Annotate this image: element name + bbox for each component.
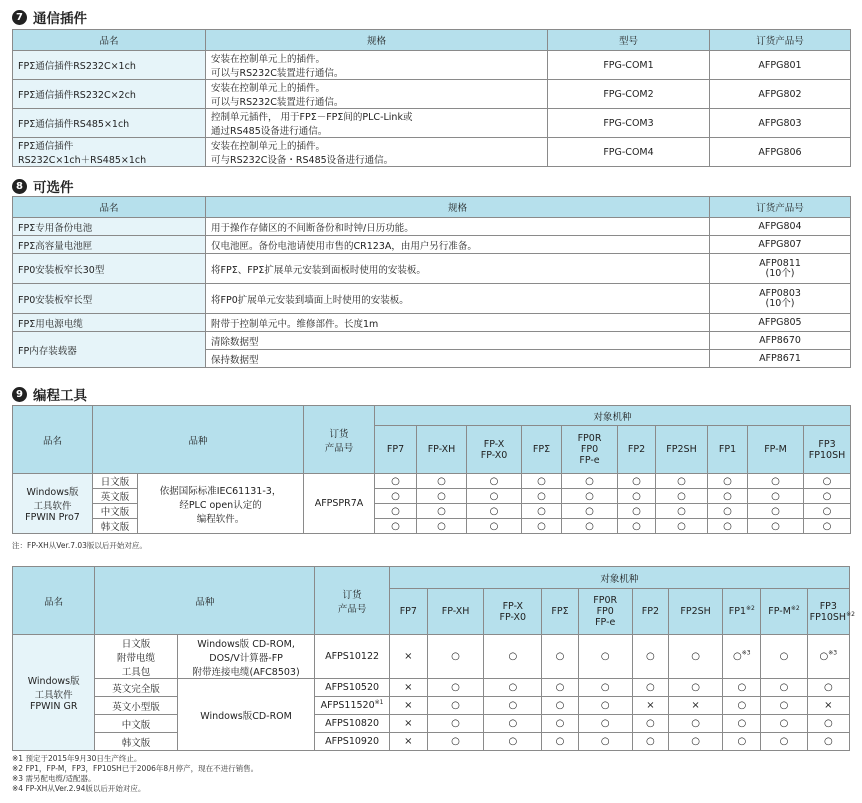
table-row: [13, 332, 851, 350]
compat-mark: ○: [375, 489, 417, 504]
header-cell: 品名: [13, 197, 206, 218]
model-header: FPΣ: [542, 589, 578, 635]
compat-mark: ○: [542, 697, 578, 715]
kind-cell: 中文版: [95, 715, 177, 733]
table-row: [13, 314, 851, 332]
table-row: [13, 474, 851, 489]
compat-mark: ○: [467, 519, 522, 534]
kind-cell: 英文小型版: [95, 697, 177, 715]
header-cell: 对象机种: [389, 567, 849, 589]
header-cell: 品种: [95, 567, 315, 635]
compat-mark: ○: [427, 679, 483, 697]
spec-cell: 安装在控制单元上的插件。 可以与RS232C装置进行通信。: [206, 51, 548, 80]
compat-mark: ○: [669, 679, 723, 697]
table-row: [13, 218, 851, 236]
compat-mark: ○: [656, 504, 708, 519]
footnote: ※1 预定于2015年9月30日生产终止。: [12, 754, 142, 763]
compat-mark: ○: [748, 519, 804, 534]
header-cell: 对象机种: [375, 406, 851, 426]
compat-mark: ○: [578, 715, 632, 733]
compat-mark: ○: [375, 519, 417, 534]
section-7-title: [12, 7, 87, 27]
order-cell: AFPG806: [710, 138, 851, 167]
compat-mark: ○: [807, 715, 849, 733]
compat-mark: ○: [417, 504, 467, 519]
model-header: FP0R FP0 FP-e: [578, 589, 632, 635]
product-name: FPΣ用电源电缆: [13, 314, 206, 332]
section-heading: 可选件: [33, 180, 74, 196]
compat-mark: ○: [484, 715, 542, 733]
table-row: [13, 236, 851, 254]
compat-mark: ○: [578, 733, 632, 751]
compat-mark: ○: [427, 635, 483, 679]
spec-cell: 安装在控制单元上的插件。 可与RS232C设备・RS485设备进行通信。: [206, 138, 548, 167]
footnote: ※4 FP-XH从Ver.2.94版以后开始对应。: [12, 784, 146, 793]
order-cell: AFPG804: [710, 218, 851, 236]
compat-mark: ×: [389, 733, 427, 751]
compat-mark: ○: [522, 489, 562, 504]
compat-mark: ○: [723, 715, 761, 733]
model-header: FP3 FP10SH: [804, 426, 851, 474]
compat-mark: ○$^{※3}$: [807, 635, 849, 679]
model-cell: FPG-COM4: [548, 138, 710, 167]
fpwin-gr-table: [12, 566, 855, 751]
description-cell: Windows版CD-ROM: [177, 679, 315, 751]
product-name: FPΣ通信插件RS485×1ch: [13, 109, 206, 138]
compat-mark: ○: [578, 635, 632, 679]
spec-cell: 用于操作存储区的不间断备份和时钟/日历功能。: [206, 218, 710, 236]
product-name: FP内存装载器: [13, 332, 206, 368]
compat-mark: ○: [669, 635, 723, 679]
table-row: [13, 284, 851, 314]
order-cell: AFPG801: [710, 51, 851, 80]
description-cell: 依据国际标准IEC61131-3， 经PLC open认定的 编程软件。: [138, 474, 304, 534]
order-cell: AFPG802: [710, 80, 851, 109]
footnote: ※2 FP1，FP-M，FP3，FP10SH已于2006年8月停产，现在不进行销售。: [12, 764, 259, 773]
compat-mark: ○: [467, 504, 522, 519]
compat-mark: ○: [708, 519, 748, 534]
compat-mark: ○: [723, 679, 761, 697]
compat-mark: ×: [389, 697, 427, 715]
compat-mark: ○: [804, 489, 851, 504]
model-header: FP-X FP-X0: [484, 589, 542, 635]
compat-mark: ○: [632, 635, 668, 679]
table-row: [13, 715, 850, 733]
compat-mark: ○: [522, 519, 562, 534]
compat-mark: ○: [578, 679, 632, 697]
spec-cell: 控制单元插件， 用于FPΣ－FPΣ间的PLC-Link或 通过RS485设备进行通信。: [206, 109, 548, 138]
table-row: [13, 679, 850, 697]
model-header: FP1$^{※2}$: [723, 589, 761, 635]
comm-plugin-table: [12, 29, 851, 167]
spec-cell: 保持数据型: [206, 350, 710, 368]
compat-mark: ○: [427, 733, 483, 751]
model-header: FP2: [632, 589, 668, 635]
language-cell: 韩文版: [93, 519, 138, 534]
compat-mark: ○: [748, 474, 804, 489]
section-number: 8: [12, 179, 27, 194]
compat-mark: ×: [669, 697, 723, 715]
table-row: [13, 733, 850, 751]
compat-mark: ○: [522, 474, 562, 489]
compat-mark: ○$^{※3}$: [723, 635, 761, 679]
order-cell: AFPS10920: [315, 733, 389, 751]
compat-mark: ○: [632, 715, 668, 733]
table-row: [13, 138, 851, 167]
compat-mark: ×: [389, 679, 427, 697]
compat-mark: ○: [618, 489, 656, 504]
table-row: [13, 51, 851, 80]
compat-mark: ×: [389, 715, 427, 733]
kind-cell: 日文版 附带电缆 工具包: [95, 635, 177, 679]
header-cell: 型号: [548, 30, 710, 51]
compat-mark: ○: [484, 635, 542, 679]
compat-mark: ○: [427, 715, 483, 733]
order-cell: AFP8670: [710, 332, 851, 350]
compat-mark: ○: [761, 733, 807, 751]
header-cell: 订货 产品号: [304, 406, 375, 474]
model-header: FP1: [708, 426, 748, 474]
compat-mark: ○: [417, 519, 467, 534]
model-header: FP-XH: [427, 589, 483, 635]
spec-cell: 将FPΣ、FPΣ扩展单元安装到面板时使用的安装板。: [206, 254, 710, 284]
order-cell: AFPG805: [710, 314, 851, 332]
spec-cell: 安装在控制单元上的插件。 可以与RS232C装置进行通信。: [206, 80, 548, 109]
fpwin-pro7-table: [12, 405, 851, 534]
kind-cell: 韩文版: [95, 733, 177, 751]
model-cell: FPG-COM1: [548, 51, 710, 80]
compat-mark: ○: [761, 715, 807, 733]
order-cell: AFPS11520$^{※1}$: [315, 697, 389, 715]
header-cell: 规格: [206, 197, 710, 218]
compat-mark: ○: [656, 474, 708, 489]
order-cell: AFP8671: [710, 350, 851, 368]
compat-mark: ○: [748, 504, 804, 519]
section-number: 7: [12, 10, 27, 25]
compat-mark: ○: [618, 504, 656, 519]
compat-mark: ○: [618, 474, 656, 489]
model-header: FP2: [618, 426, 656, 474]
order-cell: AFP0803 (10个): [710, 284, 851, 314]
header-cell: 订货 产品号: [315, 567, 389, 635]
order-cell: AFPG803: [710, 109, 851, 138]
product-name: FPΣ通信插件RS232C×2ch: [13, 80, 206, 109]
model-header: FP-X FP-X0: [467, 426, 522, 474]
product-name: Windows版 工具软件 FPWIN GR: [13, 635, 95, 751]
compat-mark: ○: [708, 504, 748, 519]
header-cell: 品名: [13, 406, 93, 474]
compat-mark: ○: [632, 733, 668, 751]
spec-cell: 仅电池匣。备份电池请使用市售的CR123A，由用户另行准备。: [206, 236, 710, 254]
compat-mark: ○: [807, 733, 849, 751]
description-cell: Windows版 CD-ROM, DOS/V计算器-FP 附带连接电缆(AFC8503): [177, 635, 315, 679]
compat-mark: ○: [562, 519, 618, 534]
product-name: FPΣ专用备份电池: [13, 218, 206, 236]
model-cell: FPG-COM2: [548, 80, 710, 109]
compat-mark: ○: [375, 474, 417, 489]
compat-mark: ○: [618, 519, 656, 534]
compat-mark: ○: [656, 519, 708, 534]
order-cell: AFPS10520: [315, 679, 389, 697]
model-header: FP3 FP10SH$^{※2}$: [807, 589, 849, 635]
model-header: FP-XH: [417, 426, 467, 474]
footnotes: [12, 754, 258, 794]
language-cell: 日文版: [93, 474, 138, 489]
compat-mark: ○: [484, 679, 542, 697]
footnote: 注：FP-XH从Ver.7.03版以后开始对应。: [12, 541, 147, 550]
section-8-title: [12, 176, 74, 196]
compat-mark: ○: [723, 697, 761, 715]
compat-mark: ○: [542, 715, 578, 733]
model-header: FP7: [375, 426, 417, 474]
header-cell: 品名: [13, 567, 95, 635]
compat-mark: ○: [562, 474, 618, 489]
compat-mark: ○: [804, 519, 851, 534]
model-cell: FPG-COM3: [548, 109, 710, 138]
options-table: [12, 196, 851, 368]
product-name: FPΣ高容量电池匣: [13, 236, 206, 254]
compat-mark: ○: [417, 489, 467, 504]
section-9-title: [12, 384, 87, 404]
compat-mark: ○: [804, 504, 851, 519]
compat-mark: ○: [761, 679, 807, 697]
compat-mark: ○: [375, 504, 417, 519]
compat-mark: ○: [578, 697, 632, 715]
header-cell: 品种: [93, 406, 304, 474]
model-header: FP2SH: [656, 426, 708, 474]
compat-mark: ○: [656, 489, 708, 504]
compat-mark: ○: [484, 733, 542, 751]
compat-mark: ○: [542, 733, 578, 751]
compat-mark: ○: [562, 489, 618, 504]
compat-mark: ○: [723, 733, 761, 751]
kind-cell: 英文完全版: [95, 679, 177, 697]
compat-mark: ○: [417, 474, 467, 489]
order-cell: AFPS10122: [315, 635, 389, 679]
compat-mark: ×: [632, 697, 668, 715]
section-heading: 通信插件: [33, 11, 87, 27]
spec-cell: 清除数据型: [206, 332, 710, 350]
table-row: [13, 697, 850, 715]
compat-mark: ○: [669, 715, 723, 733]
model-header: FP0R FP0 FP-e: [562, 426, 618, 474]
language-cell: 中文版: [93, 504, 138, 519]
compat-mark: ○: [708, 489, 748, 504]
order-cell: AFP0811 (10个): [710, 254, 851, 284]
compat-mark: ○: [562, 504, 618, 519]
product-name: FP0安装板窄长型: [13, 284, 206, 314]
model-header: FP2SH: [669, 589, 723, 635]
compat-mark: ×: [807, 697, 849, 715]
header-cell: 订货产品号: [710, 197, 851, 218]
compat-mark: ○: [804, 474, 851, 489]
header-cell: 规格: [206, 30, 548, 51]
section-number: 9: [12, 387, 27, 402]
compat-mark: ○: [761, 635, 807, 679]
language-cell: 英文版: [93, 489, 138, 504]
compat-mark: ○: [542, 635, 578, 679]
model-header: $FP-M^{※2}$: [761, 589, 807, 635]
compat-mark: ○: [467, 474, 522, 489]
model-header: FPΣ: [522, 426, 562, 474]
product-name: FPΣ通信插件RS232C×1ch: [13, 51, 206, 80]
product-name: FPΣ通信插件 RS232C×1ch＋RS485×1ch: [13, 138, 206, 167]
order-cell: AFPSPR7A: [304, 474, 375, 534]
compat-mark: ○: [542, 679, 578, 697]
compat-mark: ○: [632, 679, 668, 697]
model-header: FP7: [389, 589, 427, 635]
compat-mark: ○: [669, 733, 723, 751]
table-row: [13, 80, 851, 109]
model-header: FP-M: [748, 426, 804, 474]
compat-mark: ○: [761, 697, 807, 715]
spec-cell: 附带于控制单元中。维修部件。长度1m: [206, 314, 710, 332]
compat-mark: ×: [389, 635, 427, 679]
compat-mark: ○: [427, 697, 483, 715]
section-heading: 编程工具: [33, 388, 87, 404]
footnote: ※3 需另配电缆/适配器。: [12, 774, 96, 783]
order-cell: AFPG807: [710, 236, 851, 254]
compat-mark: ○: [484, 697, 542, 715]
compat-mark: ○: [708, 474, 748, 489]
table-row: [13, 635, 850, 679]
header-cell: 品名: [13, 30, 206, 51]
compat-mark: ○: [522, 504, 562, 519]
product-name: FP0安装板窄长30型: [13, 254, 206, 284]
table-row: [13, 109, 851, 138]
order-cell: AFPS10820: [315, 715, 389, 733]
spec-cell: 将FP0扩展单元安装到墙面上时使用的安装板。: [206, 284, 710, 314]
compat-mark: ○: [748, 489, 804, 504]
product-name: Windows版 工具软件 FPWIN Pro7: [13, 474, 93, 534]
compat-mark: ○: [467, 489, 522, 504]
table-row: [13, 254, 851, 284]
compat-mark: ○: [807, 679, 849, 697]
header-cell: 订货产品号: [710, 30, 851, 51]
